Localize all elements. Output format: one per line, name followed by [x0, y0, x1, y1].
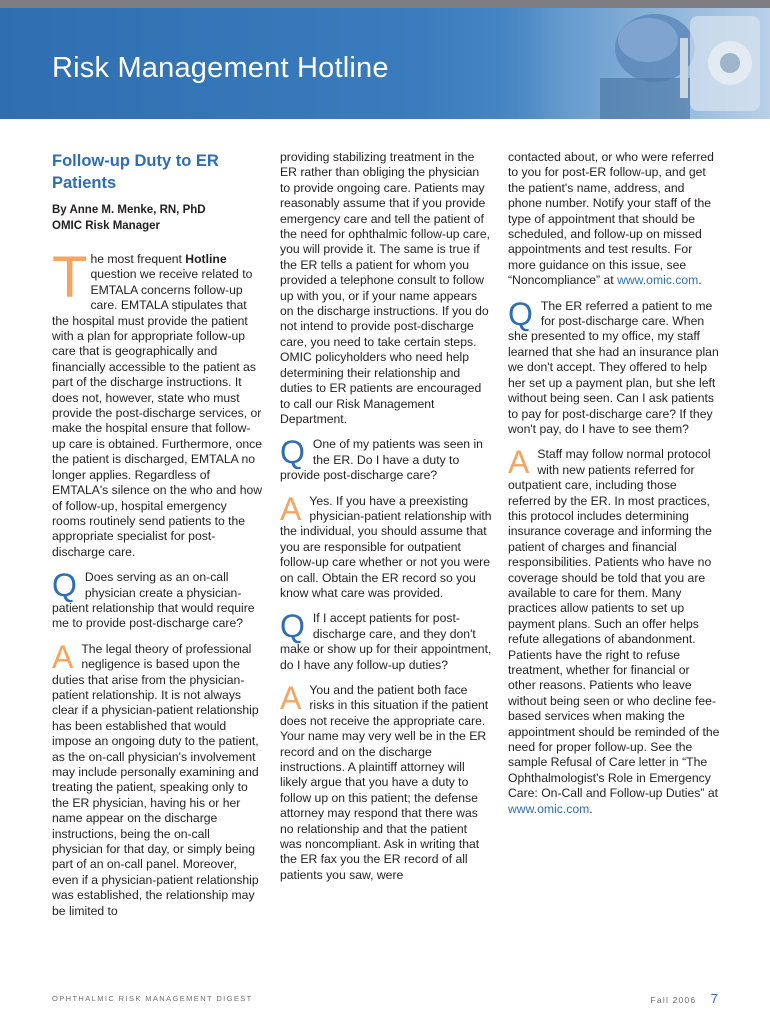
top-strip: [0, 0, 770, 8]
q-marker: Q: [52, 567, 77, 604]
period: .: [698, 273, 702, 288]
article-column-2: [280, 150, 492, 887]
hotline-bold: Hotline: [185, 252, 227, 266]
answer-2-text: Yes. If you have a preexisting physician-patient relationship with the individual, you should assume that you are responsible for outpatient follow-up care whether or not you were on call. Obtain the ER record so you know what care was provided.: [280, 493, 492, 600]
footer-issue: [651, 990, 718, 1008]
issue-season: Fall 2006: [650, 995, 697, 1005]
question-1: [52, 567, 264, 632]
answer-3-text: You and the patient both face risks in this situation if the patient does not receive the appropriate care. Your name may very well be in the ER record and on the discharge instructions. A plaintiff attorney will likely argue that you have a duty to follow up on this patient; the defense attorney may respond that there was no relationship and that the patient was noncompliant. Ask in writing that the ER fax you the ER record of all patients you saw, were: [280, 683, 489, 882]
a-marker: A: [52, 638, 74, 675]
q-marker: Q: [280, 434, 305, 471]
answer-4: [508, 444, 720, 817]
article-column-3: [508, 150, 720, 821]
answer-4-text: Staff may follow normal protocol with new patients referred for outpatient care, including those referred by the ER. In most practices, this protocol includes determining insurance coverage and informing the patient of charges and financial responsibilities. Patients who have no coverage should be told that you are available to care for them. Many practices allow patients to set up payment plans. Such an offer helps refute allegations of abandonment. Patients have the right to refuse treatment, whether for financial or other reasons. Patients who leave without being seen or who decline fee-based services when making the appointment should be reminded of the need for proper follow-up. See the sample Refusal of Care letter in “The Ophthalmologist's Role in Emergency Care: On-Call and Follow-up Duties” at: [508, 447, 720, 801]
answer-3: [280, 680, 492, 883]
answer-2: [280, 490, 492, 602]
omic-link[interactable]: www.omic.com: [617, 273, 699, 288]
answer-3-continued: [508, 150, 720, 289]
surgeon-photo: [480, 8, 770, 119]
a-marker: A: [280, 490, 302, 527]
answer-1-text: The legal theory of professional negligence is based upon the duties that arise from the physician-patient relationship. It is not always clear if a physician-patient relationship has been established that would impose an ongoing duty to the patient, as the on-call physician's involvement may include personally examining and treating the patient, speaking only to the ER physician, having his or her name appear on the discharge instructions, being the on-call physician for that day, or simply being part of an on-call panel. Moreover, even if a physician-patient relationship was established, the relationship may be limited to: [52, 641, 259, 918]
period: .: [589, 801, 593, 816]
a-marker: A: [508, 444, 530, 481]
question-1-text: Does serving as an on-call physician create a physician-patient relationship that would require me to provide post-discharge care?: [52, 570, 255, 631]
question-3: [280, 608, 492, 673]
question-3-text: If I accept patients for post-discharge care, and they don't make or show up for their appointment, do I have any follow-up duties?: [280, 611, 492, 672]
q-marker: Q: [280, 608, 305, 645]
article-title: Follow-up Duty to ER Patients: [52, 152, 219, 192]
question-4-text: The ER referred a patient to me for post-discharge care. When she presented to my office, my staff learned that she had an insurance plan we don't accept. They offered to help her set up a payment plan, but she left without being seen. Can I ask patients to pay for post-discharge care? If they won't pay, do I have to see them?: [508, 298, 719, 436]
byline: [52, 202, 264, 234]
question-4: [508, 295, 720, 438]
a-marker: A: [280, 680, 302, 716]
publication-name: OPHTHALMIC RISK MANAGEMENT DIGEST: [52, 994, 253, 1003]
answer-3-continued-text: contacted about, or who were referred to you for post-ER follow-up, and get the patient's name, address, and phone number. Notify your staff of the type of appointment that should be scheduled, and follow-up on missed appointments and test results. For more guidance on this issue, see “Noncompliance” at: [508, 150, 714, 288]
header-banner: [0, 8, 770, 119]
section-title: Risk Management Hotline: [52, 52, 389, 84]
intro-paragraph: [52, 245, 264, 560]
omic-link[interactable]: www.omic.com: [508, 801, 590, 816]
intro-lead: he most frequent: [90, 252, 186, 266]
answer-1: [52, 638, 264, 919]
article-column-1: [52, 150, 264, 923]
byline-author: By Anne M. Menke, RN, PhD: [52, 204, 206, 216]
question-2: [280, 434, 492, 483]
q-marker: Q: [508, 295, 533, 332]
byline-role: OMIC Risk Manager: [52, 220, 160, 232]
question-2-text: One of my patients was seen in the ER. Do I have a duty to provide post-discharge care?: [280, 437, 483, 483]
page-number: 7: [710, 991, 718, 1006]
drop-cap: T: [52, 245, 88, 310]
intro-body: question we receive related to EMTALA concerns follow-up care. EMTALA stipulates that the hospital must provide the patient with a plan for appropriate follow-up care that is geographically and financially accessible to the patient as part of the discharge instructions. It does not, however, state who must provide the post-discharge services, or make the hospital ensure that follow-up care is obtained. Furthermore, once the patient is discharged, EMTALA no longer applies. Regardless of EMTALA's silence on the who and how of follow-up, hospital emergency rooms routinely send patients to the appropriate specialist for post-discharge care.: [52, 267, 263, 559]
answer-1-continued: providing stabilizing treatment in the ER rather than obliging the physician to provide ongoing care. Patients may reasonably assume that if you provide emergency care and tell the patient of the need for ophthalmic follow-up care, you will provide it. The same is true if the ER tells a patient for whom you provided a telephone consult to follow up with you, or if your name appears on the discharge instructions. If you do not intend to provide post-discharge care, you need to take certain steps. OMIC policyholders who need help determining their relationship and duties to ER patients are encouraged to call our Risk Management Department.: [280, 150, 491, 426]
